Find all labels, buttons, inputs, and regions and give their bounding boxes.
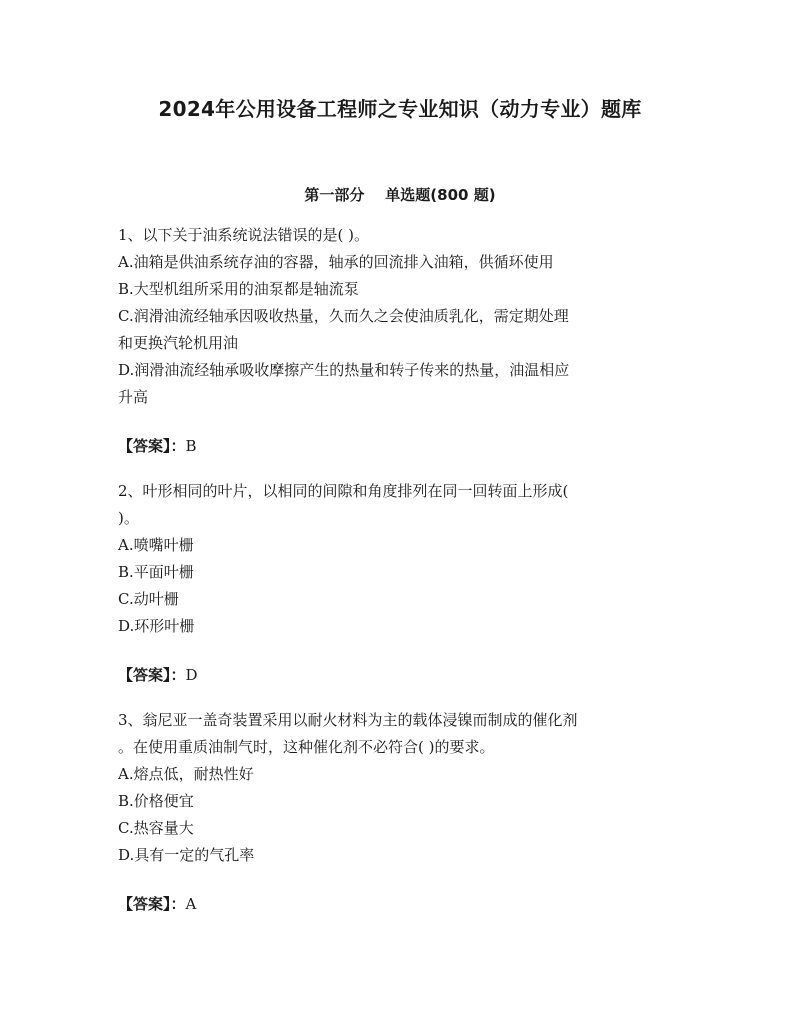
answer-line bbox=[118, 662, 680, 689]
question-stem: 1、以下关于油系统说法错误的是( )。 bbox=[118, 226, 370, 244]
question-3 bbox=[118, 707, 680, 918]
answer-value: A bbox=[185, 895, 197, 913]
question-list bbox=[118, 222, 680, 936]
option-a: A.熔点低，耐热性好 bbox=[118, 765, 254, 783]
question-2 bbox=[118, 478, 680, 689]
question-stem-continued: 。在使用重质油制气时，这种催化剂不必符合( )的要求。 bbox=[118, 738, 495, 756]
option-d: D.具有一定的气孔率 bbox=[118, 846, 255, 864]
option-d-continued: 升高 bbox=[118, 388, 149, 406]
question-1 bbox=[118, 222, 680, 460]
option-a: A.喷嘴叶栅 bbox=[118, 536, 194, 554]
option-d: D.环形叶栅 bbox=[118, 617, 195, 635]
document-title: 2024年公用设备工程师之专业知识（动力专业）题库 bbox=[158, 97, 642, 121]
answer-line bbox=[118, 433, 680, 460]
option-b: B.平面叶栅 bbox=[118, 563, 194, 581]
answer-line bbox=[118, 891, 680, 918]
option-c: C.热容量大 bbox=[118, 819, 194, 837]
question-stem: 3、翁尼亚一盖奇装置采用以耐火材料为主的载体浸镍而制成的催化剂 bbox=[118, 711, 578, 729]
answer-value: B bbox=[185, 437, 197, 455]
question-stem-continued: )。 bbox=[118, 509, 139, 527]
option-b: B.大型机组所采用的油泵都是轴流泵 bbox=[118, 280, 359, 298]
section-heading: 第一部分 单选题(800 题) bbox=[304, 186, 496, 204]
option-d: D.润滑油流经轴承吸收摩擦产生的热量和转子传来的热量，油温相应 bbox=[118, 361, 570, 379]
option-c-continued: 和更换汽轮机用油 bbox=[118, 334, 239, 352]
answer-label: 【答案】： bbox=[118, 437, 186, 455]
option-b: B.价格便宜 bbox=[118, 792, 194, 810]
option-a: A.油箱是供油系统存油的容器，轴承的回流排入油箱，供循环使用 bbox=[118, 253, 554, 271]
answer-value: D bbox=[185, 666, 198, 684]
answer-label: 【答案】： bbox=[118, 666, 186, 684]
option-c: C.动叶栅 bbox=[118, 590, 179, 608]
answer-label: 【答案】： bbox=[118, 895, 186, 913]
option-c: C.润滑油流经轴承因吸收热量，久而久之会使油质乳化，需定期处理 bbox=[118, 307, 569, 325]
question-stem: 2、叶形相同的叶片，以相同的间隙和角度排列在同一回转面上形成( bbox=[118, 482, 569, 500]
